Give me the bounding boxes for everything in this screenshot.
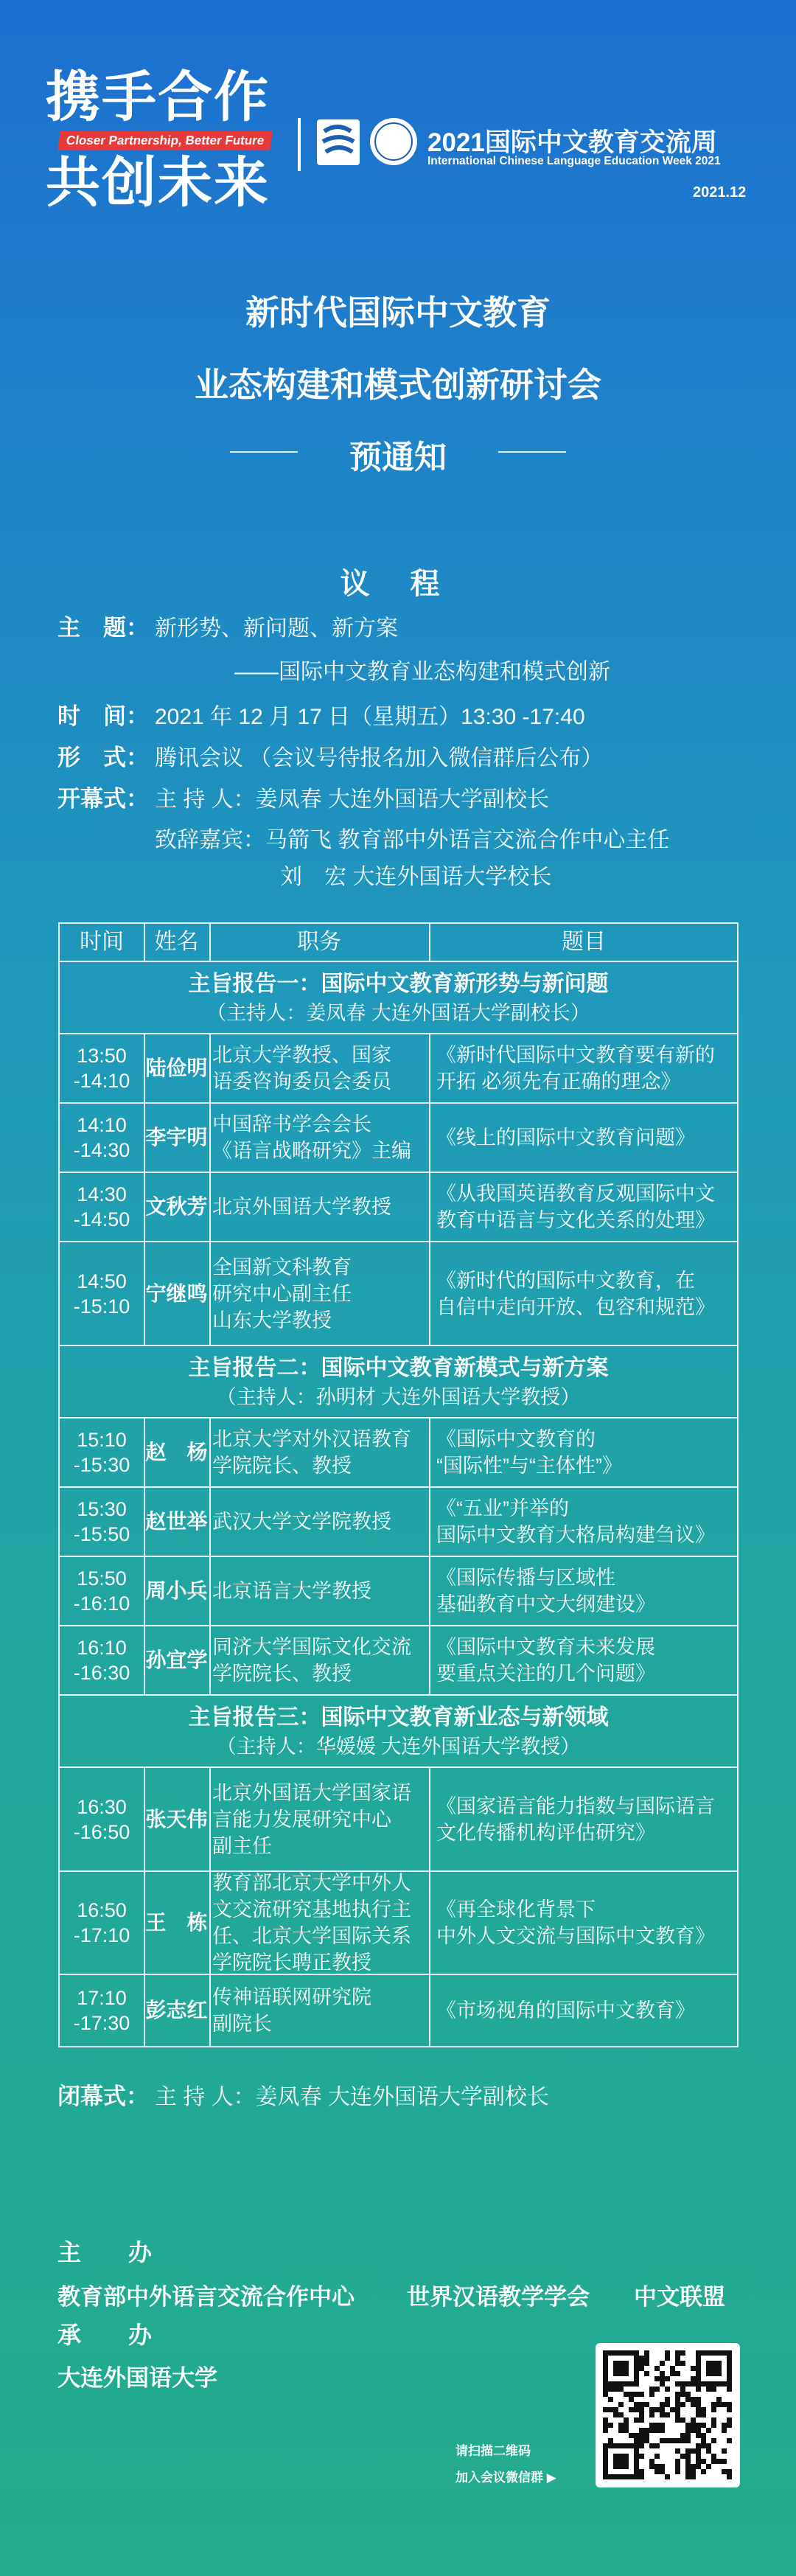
time-cell — [60, 1488, 145, 1556]
time-cell-line: -16:10 — [73, 1592, 130, 1615]
time-cell — [60, 1034, 145, 1102]
time-cell-line: 16:50 — [77, 1899, 127, 1921]
section-row — [60, 1694, 737, 1766]
topic-cell — [430, 1626, 737, 1694]
topic-cell — [430, 1488, 737, 1556]
table-row — [60, 1556, 737, 1625]
position-cell — [209, 1872, 430, 1974]
table-row — [60, 1870, 737, 1974]
theme-label: 主 题： — [57, 615, 149, 641]
time-cell-line: -17:30 — [73, 2012, 130, 2034]
position-cell-line: 教育部北京大学中外人 — [212, 1872, 411, 1894]
header-topic: 题目 — [562, 930, 606, 954]
slogan-line1: 携手合作 — [46, 66, 270, 128]
topic-cell — [430, 1034, 737, 1102]
time-cell-line: 15:50 — [77, 1567, 127, 1590]
topic-cell-line: 《“五业”并举的 — [436, 1497, 569, 1520]
name-cell-text: 宁继鸣 — [145, 1281, 208, 1305]
format-text: 腾讯会议 （会议号待报名加入微信群后公布） — [155, 746, 604, 770]
topic-cell-line: 《国际中文教育的 — [436, 1428, 596, 1450]
header-date: 2021.12 — [693, 184, 747, 201]
table-row — [60, 1974, 737, 2046]
topic-cell-line: 《国际传播与区域性 — [436, 1567, 615, 1589]
time-cell-line: 15:10 — [77, 1429, 127, 1451]
table-header-row — [60, 924, 737, 961]
name-cell-text: 陆俭明 — [145, 1056, 208, 1079]
table-row — [60, 1241, 737, 1345]
time-cell — [60, 1173, 145, 1241]
closing-host: 主 持 人：姜凤春 大连外国语大学副校长 — [155, 2085, 550, 2109]
time-cell-line: 15:30 — [77, 1498, 127, 1520]
position-cell — [209, 1557, 430, 1625]
topic-cell-line: “国际性”与“主体性”》 — [436, 1455, 622, 1477]
position-cell-line: 文交流研究基地执行主 — [212, 1898, 411, 1921]
name-cell — [144, 1104, 211, 1172]
section-title: 主旨报告一：国际中文教育新形势与新问题 — [188, 972, 609, 996]
undertaker-label: 承 办 — [57, 2322, 153, 2348]
position-cell — [209, 1626, 430, 1694]
time-cell-line: 16:10 — [77, 1637, 127, 1659]
topic-cell-line: 开拓 必须先有正确的理念》 — [436, 1071, 681, 1093]
topic-cell-line: 中外人文交流与国际中文教育》 — [436, 1925, 715, 1947]
name-cell-text: 赵 杨 — [145, 1441, 208, 1463]
position-cell-line: 中国辞书学会会长 — [212, 1113, 371, 1135]
name-cell — [144, 1768, 211, 1870]
section-title: 主旨报告二：国际中文教育新模式与新方案 — [188, 1356, 609, 1380]
position-cell-line: 学院院长、教授 — [212, 1455, 352, 1477]
name-cell — [144, 1173, 211, 1241]
topic-cell — [430, 1104, 737, 1172]
undertaker-org: 大连外国语大学 — [57, 2365, 217, 2391]
slogan-line2: 共创未来 — [46, 152, 270, 213]
time-cell-line: -16:30 — [73, 1662, 130, 1684]
topic-cell-line: 《从我国英语教育反观国际中文 — [436, 1183, 715, 1205]
time-cell-line: 14:10 — [77, 1114, 127, 1136]
position-cell-line: 语委咨询委员会委员 — [212, 1071, 391, 1093]
position-cell-line: 《语言战略研究》主编 — [212, 1140, 411, 1162]
time-cell-line: 17:10 — [77, 1987, 127, 2009]
time-cell-line: 14:50 — [77, 1270, 127, 1292]
table-row — [60, 1102, 737, 1172]
name-cell-text: 李宇明 — [145, 1126, 208, 1149]
time-cell-line: -16:50 — [73, 1820, 130, 1843]
host-org-1: 教育部中外语言交流合作中心 — [57, 2284, 355, 2310]
time-cell-line: 14:30 — [77, 1183, 127, 1205]
position-cell-line: 副主任 — [212, 1834, 272, 1857]
position-cell — [209, 1975, 430, 2046]
section-host: （主持人：孙明材 大连外国语大学教授） — [216, 1386, 581, 1408]
opening-label: 开幕式： — [57, 786, 149, 812]
position-cell — [209, 1242, 430, 1345]
name-cell — [144, 1872, 211, 1974]
name-cell-text: 彭志红 — [145, 1999, 208, 2022]
header-divider — [298, 118, 301, 171]
topic-cell-line: 《新时代的国际中文教育，在 — [436, 1269, 695, 1292]
topic-cell — [430, 1768, 737, 1870]
position-cell-line: 同济大学国际文化交流 — [212, 1636, 411, 1658]
time-cell-line: 16:30 — [77, 1795, 127, 1818]
name-cell-text: 赵世举 — [145, 1510, 208, 1533]
topic-cell-line: 《国际中文教育未来发展 — [436, 1636, 655, 1658]
position-cell-line: 学院院长、教授 — [212, 1663, 352, 1685]
table-row — [60, 1172, 737, 1241]
position-cell-line: 全国新文科教育 — [212, 1256, 352, 1278]
name-cell — [144, 1488, 211, 1556]
time-cell — [60, 1768, 145, 1870]
position-cell — [209, 1418, 430, 1486]
theme-subtitle: ——国际中文教育业态构建和模式创新 — [234, 660, 610, 684]
topic-cell-line: 《新时代国际中文教育要有新的 — [436, 1044, 715, 1066]
time-cell — [60, 1872, 145, 1974]
name-cell — [144, 1626, 211, 1694]
position-cell-line: 北京大学教授、国家 — [212, 1044, 391, 1066]
name-cell — [144, 1418, 211, 1486]
name-cell — [144, 1034, 211, 1102]
time-cell-line: -15:10 — [73, 1295, 130, 1317]
position-cell-line: 北京语言大学教授 — [212, 1580, 371, 1602]
closing-label: 闭幕式： — [57, 2084, 149, 2109]
topic-cell — [430, 1975, 737, 2046]
time-cell — [60, 1975, 145, 2046]
position-cell-line: 研究中心副主任 — [212, 1282, 352, 1305]
position-cell-line: 学院院长聘正教授 — [212, 1952, 371, 1974]
position-cell-line: 北京外国语大学教授 — [212, 1196, 391, 1218]
header-name: 姓名 — [144, 924, 211, 961]
topic-cell-line: 要重点关注的几个问题》 — [436, 1663, 655, 1685]
position-cell-line: 任、北京大学国际关系 — [212, 1925, 411, 1947]
topic-cell-line: 基础教育中文大纲建设》 — [436, 1593, 655, 1615]
table-row — [60, 1625, 737, 1694]
week-title: 2021国际中文教育交流周 — [427, 128, 717, 157]
topic-cell — [430, 1557, 737, 1625]
table-row — [60, 1486, 737, 1556]
opening-guest2: 刘 宏 大连外国语大学校长 — [280, 865, 552, 889]
time-label: 时 间： — [57, 703, 149, 729]
schedule-table — [58, 922, 739, 2047]
time-cell-line: -17:10 — [73, 1924, 130, 1946]
position-cell-line: 言能力发展研究中心 — [212, 1808, 391, 1831]
center-seal-icon — [370, 118, 417, 165]
theme-text: 新形势、新问题、新方案 — [155, 616, 398, 641]
position-cell — [209, 1768, 430, 1870]
time-cell — [60, 1104, 145, 1172]
time-cell — [60, 1626, 145, 1694]
name-cell — [144, 1557, 211, 1625]
time-cell-line: -14:50 — [73, 1208, 130, 1230]
qr-code-icon[interactable] — [596, 2343, 740, 2488]
time-cell — [60, 1418, 145, 1486]
topic-cell — [430, 1872, 737, 1974]
qr-caption1: 请扫描二维码 — [455, 2444, 531, 2458]
name-cell — [144, 1975, 211, 2046]
agenda-heading: 议 程 — [340, 568, 456, 600]
position-cell — [209, 1173, 430, 1241]
position-cell-line: 北京大学对外汉语教育 — [212, 1428, 411, 1450]
topic-cell-line: 《市场视角的国际中文教育》 — [436, 1999, 695, 2022]
name-cell-text: 周小兵 — [145, 1579, 208, 1602]
topic-cell-line: 自信中走向开放、包容和规范》 — [436, 1295, 715, 1318]
section-row — [60, 961, 737, 1033]
section-host: （主持人：姜凤春 大连外国语大学副校长） — [206, 1002, 590, 1024]
week-logo-icon — [317, 119, 360, 165]
slogan-tag: Closer Partnership, Better Future — [57, 131, 273, 150]
page-title-line2: 业态构建和模式创新研讨会 — [195, 366, 601, 404]
section-row — [60, 1345, 737, 1417]
host-label: 主 办 — [57, 2239, 153, 2266]
topic-cell-line: 《线上的国际中文教育问题》 — [436, 1127, 695, 1149]
topic-cell-line: 教育中语言与文化关系的处理》 — [436, 1209, 715, 1231]
topic-cell-line: 《国家语言能力指数与国际语言 — [436, 1795, 715, 1817]
section-host: （主持人：华媛媛 大连外国语大学教授） — [216, 1736, 581, 1758]
name-cell-text: 文秋芳 — [145, 1195, 208, 1218]
position-cell-line: 武汉大学文学院教授 — [212, 1511, 391, 1533]
time-cell-line: -14:10 — [73, 1070, 130, 1092]
time-cell-line: -15:30 — [73, 1454, 130, 1476]
time-text: 2021 年 12 月 17 日（星期五）13:30 -17:40 — [155, 705, 585, 729]
name-cell — [144, 1242, 211, 1345]
table-row — [60, 1417, 737, 1486]
position-cell-line: 传神语联网研究院 — [212, 1986, 371, 2008]
time-cell-line: 13:50 — [77, 1045, 127, 1067]
time-cell-line: -15:50 — [73, 1523, 130, 1545]
week-subtitle: International Chinese Language Education Week 2021 — [427, 155, 721, 167]
name-cell-text: 孙宜学 — [145, 1649, 208, 1671]
time-cell-line: -14:30 — [73, 1139, 130, 1161]
name-cell-text: 张天伟 — [145, 1807, 208, 1831]
header-position: 职务 — [209, 924, 430, 961]
opening-guest1: 致辞嘉宾：马箭飞 教育部中外语言交流合作中心主任 — [155, 828, 670, 852]
position-cell — [209, 1104, 430, 1172]
position-cell-line: 山东大学教授 — [212, 1309, 332, 1331]
topic-cell — [430, 1418, 737, 1486]
format-label: 形 式： — [57, 745, 149, 770]
notice-right-line — [498, 451, 566, 453]
host-org-3: 中文联盟 — [634, 2284, 725, 2310]
position-cell-line: 副院长 — [212, 2013, 272, 2035]
position-cell-line: 北京外国语大学国家语 — [212, 1781, 411, 1804]
notice-heading: 预通知 — [349, 439, 447, 476]
header-time: 时间 — [60, 924, 145, 961]
name-cell-text: 王 栋 — [145, 1911, 208, 1934]
host-org-2: 世界汉语教学学会 — [407, 2284, 590, 2310]
topic-cell — [430, 1242, 737, 1345]
topic-cell-line: 《再全球化背景下 — [436, 1898, 596, 1921]
topic-cell-line: 文化传播机构评估研究》 — [436, 1821, 655, 1844]
topic-cell — [430, 1173, 737, 1241]
page-title-line1: 新时代国际中文教育 — [245, 293, 551, 332]
topic-cell-line: 国际中文教育大格局构建刍议》 — [436, 1524, 715, 1546]
opening-host: 主 持 人：姜凤春 大连外国语大学副校长 — [155, 787, 550, 812]
qr-caption2: 加入会议微信群 ▶ — [455, 2471, 556, 2485]
table-row — [60, 1033, 737, 1102]
table-row — [60, 1766, 737, 1870]
position-cell — [209, 1488, 430, 1556]
section-title: 主旨报告三：国际中文教育新业态与新领域 — [188, 1705, 609, 1730]
position-cell — [209, 1034, 430, 1102]
time-cell — [60, 1242, 145, 1345]
time-cell — [60, 1557, 145, 1625]
